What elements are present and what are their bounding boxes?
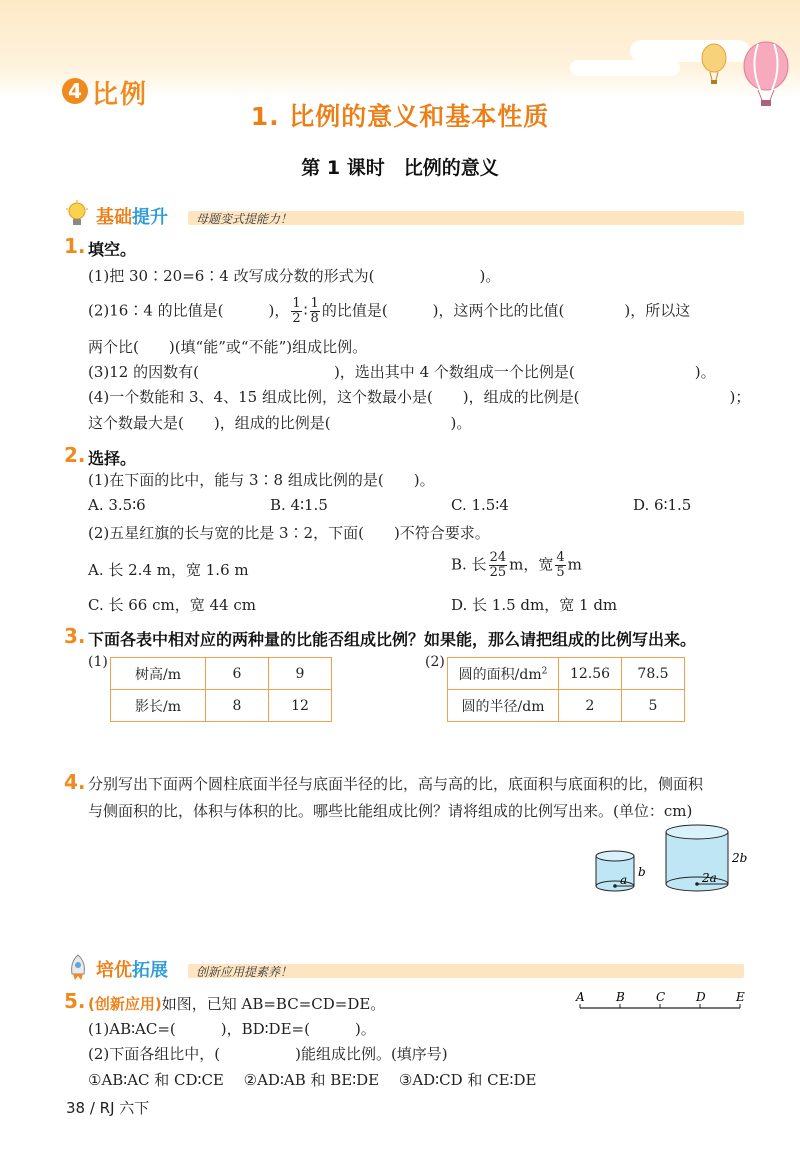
- q2-option: A. 3.5∶6: [88, 496, 146, 514]
- question-number: 2.: [64, 443, 86, 467]
- lesson-title: 第 1 课时 比例的意义: [301, 157, 499, 179]
- q2-line: (1)在下面的比中，能与 3∶8 组成比例的是( )。: [88, 471, 435, 489]
- fraction: $\frac{4}{5}$: [556, 550, 565, 580]
- q5-line: (1)AB∶AC=( )，BD∶DE=( )。: [88, 1020, 376, 1038]
- q2-option: A. 长 2.4 m，宽 1.6 m: [88, 561, 249, 579]
- table-label: (1): [88, 654, 108, 670]
- table-label: (2): [425, 654, 445, 670]
- innovation-tag: (创新应用): [88, 995, 162, 1013]
- q2-option: C. 长 66 cm，宽 44 cm: [88, 596, 256, 614]
- question-number: 3.: [64, 624, 86, 648]
- q1-line: (1)把 30∶20=6∶4 改写成分数的形式为( )。: [88, 267, 501, 285]
- question-heading: 选择。: [88, 449, 137, 468]
- rocket-icon: [66, 954, 90, 982]
- point-label-C: C: [656, 990, 666, 1004]
- fraction: $\frac{1}{8}$: [310, 296, 319, 326]
- chapter-title: 比例: [92, 80, 149, 110]
- data-table-1: [110, 657, 332, 722]
- q2-line: (2)五星红旗的长与宽的比是 3∶2，下面( )不符合要求。: [88, 524, 490, 542]
- label-a: a: [620, 873, 628, 887]
- fraction: $\frac{1}{2}$: [292, 296, 301, 326]
- page-footer: 38 / RJ 六下: [66, 1099, 150, 1117]
- q2-option: D. 6∶1.5: [633, 496, 692, 514]
- question-heading: 下面各表中相对应的两种量的比能否组成比例？如果能，那么请把组成的比例写出来。: [88, 630, 697, 649]
- q5-line: (2)下面各组比中，( )能组成比例。(填序号): [88, 1045, 448, 1063]
- chapter-number-badge: 4: [62, 78, 88, 104]
- point-label-E: E: [736, 990, 745, 1004]
- data-table-2: [447, 657, 685, 722]
- segment-diagram: [574, 990, 746, 1016]
- band-slogan-basic: 母题变式提能力！: [196, 212, 293, 226]
- question-number: 4.: [64, 770, 86, 794]
- fraction: $\frac{24}{25}$: [489, 550, 507, 580]
- q1-line: (4)一个数能和 3、4、15 组成比例，这个数最小是( )，组成的比例是( )；: [88, 388, 751, 406]
- band-slogan-advanced: 创新应用提素养！: [196, 965, 293, 979]
- band-title-advanced: 培优拓展: [96, 960, 168, 981]
- q2-option-fraction: B. 长 $\frac{24}{25}$ m，宽 $\frac{4}{5}$ m: [451, 550, 582, 580]
- point-label-D: D: [696, 990, 706, 1004]
- table-row: 树高/m 6 9: [111, 658, 332, 690]
- q2-option: C. 1.5∶4: [451, 496, 509, 514]
- table-row: 影长/m 8 12: [111, 690, 332, 722]
- section-title: 1. 比例的意义和基本性质: [250, 102, 550, 131]
- table-row: 圆的半径/dm 2 5: [448, 690, 685, 722]
- question-number: 1.: [64, 234, 86, 258]
- q5-line: ①AB∶AC 和 CD∶CE ②AD∶AB 和 BE∶DE ③AD∶CD 和 CE∶DE: [88, 1071, 537, 1089]
- small-cylinder: [596, 851, 646, 891]
- question-heading: 填空。: [88, 240, 137, 259]
- label-2a: 2a: [702, 871, 717, 885]
- lightbulb-icon: [64, 200, 90, 228]
- label-2b: 2b: [732, 851, 748, 865]
- q1-line: 两个比( )(填“能”或“不能”)组成比例。: [88, 338, 368, 356]
- point-label-A: A: [576, 990, 585, 1004]
- q2-option: B. 4∶1.5: [270, 496, 328, 514]
- cloud-decoration: [570, 60, 680, 76]
- band-title-basic: 基础提升: [96, 207, 168, 228]
- q5-heading: (创新应用)如图，已知 AB=BC=CD=DE。: [88, 995, 386, 1013]
- label-b: b: [638, 865, 646, 879]
- point-label-B: B: [616, 990, 625, 1004]
- question-number: 5.: [64, 989, 86, 1013]
- large-cylinder: [666, 825, 747, 891]
- q1-line: (3)12 的因数有( )，选出其中 4 个数组成一个比例是( )。: [88, 363, 716, 381]
- q1-line-fraction: (2)16∶4 的比值是( )， $\frac{1}{2}$ ∶ $\frac{1}{8}$ 的比值是( )，这两个比的比值( )，所以这: [88, 296, 691, 326]
- table-row: 圆的面积$/dm^2$ 12.56 78.5: [448, 658, 685, 690]
- q1-line: 这个数最大是( )，组成的比例是( )。: [88, 414, 472, 432]
- q2-option: D. 长 1.5 dm，宽 1 dm: [451, 596, 618, 614]
- cylinders-diagram: [586, 822, 766, 902]
- q4-line: 与侧面积的比，体积与体积的比。哪些比能组成比例？请将组成的比例写出来。(单位：cm): [88, 802, 693, 820]
- q4-line: 分别写出下面两个圆柱底面半径与底面半径的比，高与高的比，底面积与底面积的比，侧面积: [88, 775, 704, 793]
